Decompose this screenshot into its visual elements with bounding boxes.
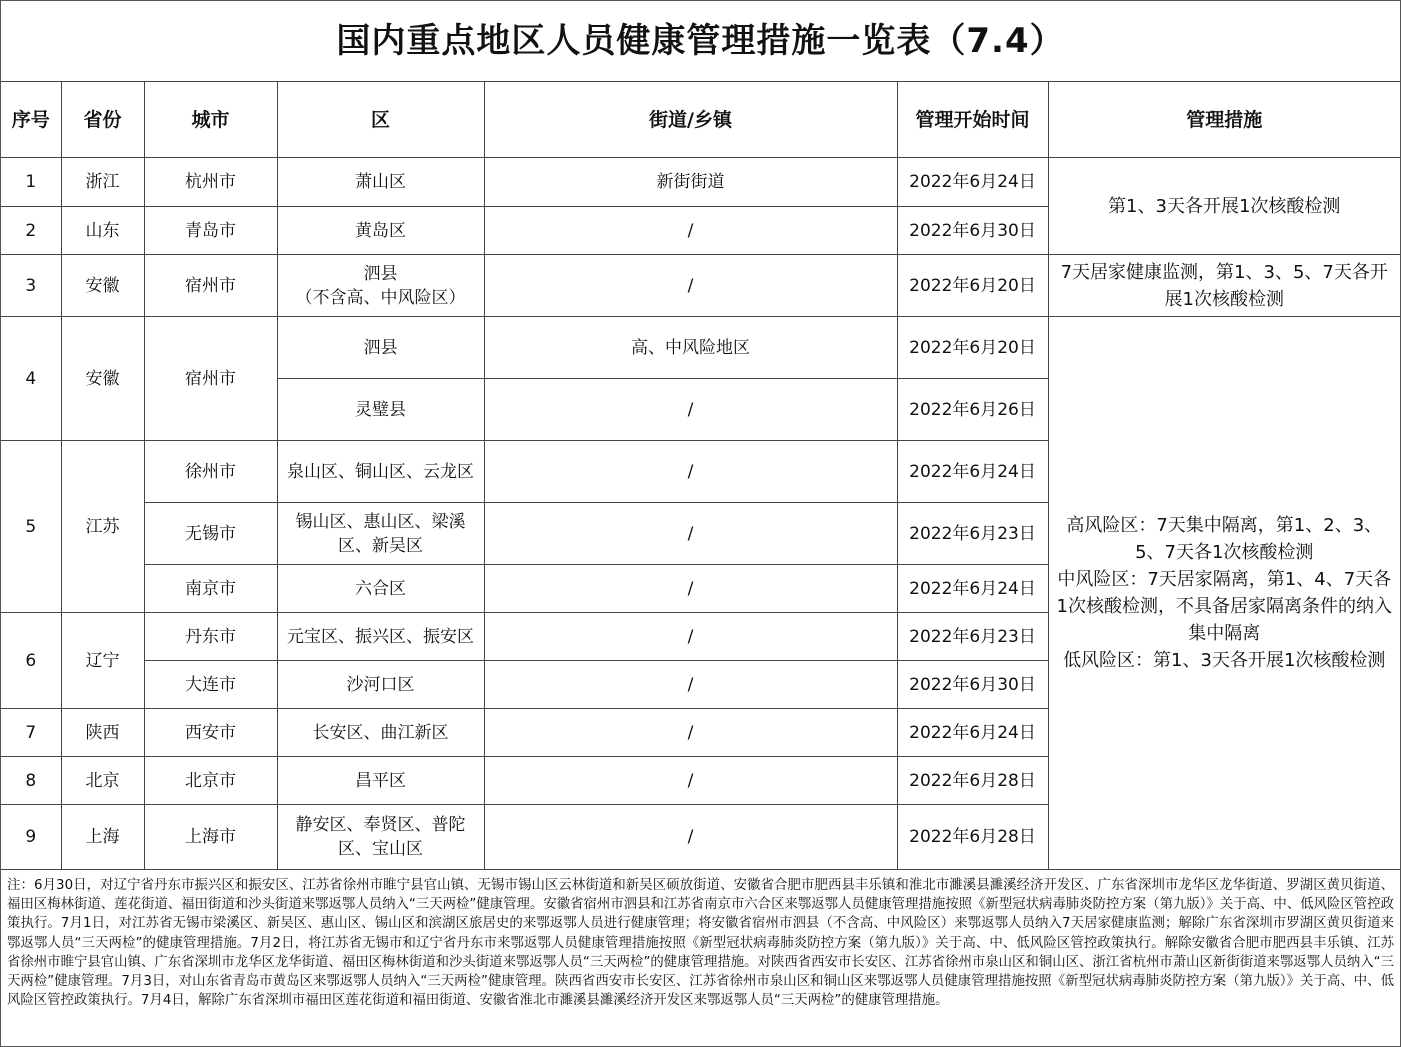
measures-table xyxy=(1,82,1400,870)
cell-no: 8 xyxy=(1,757,61,805)
cell-street: / xyxy=(484,565,897,613)
cell-no: 4 xyxy=(1,317,61,441)
cell-street: / xyxy=(484,613,897,661)
header-start-date: 管理开始时间 xyxy=(897,82,1048,158)
cell-district: 昌平区 xyxy=(277,757,484,805)
cell-no: 7 xyxy=(1,709,61,757)
cell-street: / xyxy=(484,379,897,441)
cell-street: 新街街道 xyxy=(484,158,897,207)
cell-date: 2022年6月24日 xyxy=(897,158,1048,207)
table-row xyxy=(1,158,1400,207)
cell-province: 陕西 xyxy=(61,709,144,757)
cell-no: 3 xyxy=(1,255,61,317)
cell-district: 锡山区、惠山区、梁溪区、新吴区 xyxy=(277,503,484,565)
cell-province: 北京 xyxy=(61,757,144,805)
cell-city: 宿州市 xyxy=(144,255,277,317)
cell-city: 西安市 xyxy=(144,709,277,757)
cell-no: 1 xyxy=(1,158,61,207)
cell-no: 2 xyxy=(1,207,61,255)
document-title: 国内重点地区人员健康管理措施一览表（7.4） xyxy=(1,1,1400,82)
cell-city: 宿州市 xyxy=(144,317,277,441)
cell-province: 上海 xyxy=(61,805,144,870)
cell-date: 2022年6月30日 xyxy=(897,661,1048,709)
cell-date: 2022年6月24日 xyxy=(897,709,1048,757)
cell-city: 无锡市 xyxy=(144,503,277,565)
cell-city: 杭州市 xyxy=(144,158,277,207)
cell-district: 灵璧县 xyxy=(277,379,484,441)
cell-city: 大连市 xyxy=(144,661,277,709)
cell-date: 2022年6月30日 xyxy=(897,207,1048,255)
cell-province: 浙江 xyxy=(61,158,144,207)
cell-date: 2022年6月24日 xyxy=(897,441,1048,503)
table-row xyxy=(1,317,1400,379)
cell-date: 2022年6月20日 xyxy=(897,255,1048,317)
header-province: 省份 xyxy=(61,82,144,158)
cell-district: 泉山区、铜山区、云龙区 xyxy=(277,441,484,503)
cell-province: 安徽 xyxy=(61,317,144,441)
cell-no: 5 xyxy=(1,441,61,613)
header-no: 序号 xyxy=(1,82,61,158)
cell-street: / xyxy=(484,503,897,565)
cell-no: 9 xyxy=(1,805,61,870)
header-city: 城市 xyxy=(144,82,277,158)
header-district: 区 xyxy=(277,82,484,158)
cell-street: / xyxy=(484,255,897,317)
cell-province: 辽宁 xyxy=(61,613,144,709)
cell-district: 长安区、曲江新区 xyxy=(277,709,484,757)
cell-district: 元宝区、振兴区、振安区 xyxy=(277,613,484,661)
cell-district: 六合区 xyxy=(277,565,484,613)
cell-date: 2022年6月26日 xyxy=(897,379,1048,441)
cell-street: / xyxy=(484,757,897,805)
cell-province: 安徽 xyxy=(61,255,144,317)
cell-date: 2022年6月28日 xyxy=(897,757,1048,805)
cell-date: 2022年6月24日 xyxy=(897,565,1048,613)
cell-district: 萧山区 xyxy=(277,158,484,207)
cell-measure-1: 第1、3天各开展1次核酸检测 xyxy=(1048,158,1400,255)
cell-no: 6 xyxy=(1,613,61,709)
cell-date: 2022年6月23日 xyxy=(897,503,1048,565)
cell-city: 青岛市 xyxy=(144,207,277,255)
cell-district: 沙河口区 xyxy=(277,661,484,709)
cell-district: 静安区、奉贤区、普陀区、宝山区 xyxy=(277,805,484,870)
cell-city: 上海市 xyxy=(144,805,277,870)
cell-date: 2022年6月23日 xyxy=(897,613,1048,661)
cell-street: 高、中风险地区 xyxy=(484,317,897,379)
cell-district: 泗县 （不含高、中风险区） xyxy=(277,255,484,317)
cell-province: 山东 xyxy=(61,207,144,255)
table-row xyxy=(1,255,1400,317)
cell-city: 北京市 xyxy=(144,757,277,805)
cell-city: 徐州市 xyxy=(144,441,277,503)
cell-city: 南京市 xyxy=(144,565,277,613)
cell-street: / xyxy=(484,661,897,709)
cell-street: / xyxy=(484,207,897,255)
cell-street: / xyxy=(484,805,897,870)
cell-date: 2022年6月28日 xyxy=(897,805,1048,870)
cell-district: 泗县 xyxy=(277,317,484,379)
cell-city: 丹东市 xyxy=(144,613,277,661)
cell-street: / xyxy=(484,441,897,503)
cell-date: 2022年6月20日 xyxy=(897,317,1048,379)
cell-measure-3: 高风险区：7天集中隔离，第1、2、3、5、7天各1次核酸检测 中风险区：7天居家隔离，第1、4、7天各1次核酸检测，不具备居家隔离条件的纳入集中隔离 低风险区：第1、3天各开展1次核酸检测 xyxy=(1048,317,1400,870)
cell-district: 黄岛区 xyxy=(277,207,484,255)
header-row xyxy=(1,82,1400,158)
cell-street: / xyxy=(484,709,897,757)
cell-province: 江苏 xyxy=(61,441,144,613)
footnote: 注：6月30日，对辽宁省丹东市振兴区和振安区、江苏省徐州市睢宁县官山镇、无锡市锡山区云林街道和新吴区硕放街道、安徽省合肥市肥西县丰乐镇和淮北市濉溪县濉溪经济开发区、广东省深圳市龙华区龙华街道、罗湖区黄贝街道、福田区梅林街道、莲花街道、福田街道和沙头街道来鄂返鄂人员纳入“三天两检”健康管理。安徽省宿州市泗县和江苏省南京市六合区来鄂返鄂人员健康管理措施按照《新型冠状病毒肺炎防控方案（第九版）》关于高、中、低风险区管控政策执行。7月1日，对江苏省无锡市梁溪区、新吴区、惠山区、锡山区和滨湖区旅居史的来鄂返鄂人员进行健康管理；将安徽省宿州市泗县（不含高、中风险区）来鄂返鄂人员纳入7天居家健康监测；解除广东省深圳市罗湖区黄贝街道来鄂返鄂人员“三天两检”的健康管理措施。7月2日，将江苏省无锡市和辽宁省丹东市来鄂返鄂人员健康管理措施按照《新型冠状病毒肺炎防控方案（第九版）》关于高、中、低风险区管控政策执行。解除安徽省合肥市肥西县丰乐镇、江苏省徐州市睢宁县官山镇、广东省深圳市龙华区龙华街道、福田区梅林街道和沙头街道来鄂返鄂人员“三天两检”的健康管理措施。对陕西省西安市长安区、江苏省徐州市泉山区和铜山区、浙江省杭州市萧山区新街街道来鄂返鄂人员纳入“三天两检”健康管理。7月3日，对山东省青岛市黄岛区来鄂返鄂人员纳入“三天两检”健康管理。陕西省西安市长安区、江苏省徐州市泉山区和铜山区来鄂返鄂人员健康管理措施按照《新型冠状病毒肺炎防控方案（第九版）》关于高、中、低风险区管控政策执行。7月4日，解除广东省深圳市福田区莲花街道和福田街道、安徽省淮北市濉溪县濉溪经济开发区来鄂返鄂人员“三天两检”的健康管理措施。 xyxy=(7,878,1394,1009)
cell-measure-2: 7天居家健康监测，第1、3、5、7天各开展1次核酸检测 xyxy=(1048,255,1400,317)
header-street: 街道/乡镇 xyxy=(484,82,897,158)
header-measures: 管理措施 xyxy=(1048,82,1400,158)
